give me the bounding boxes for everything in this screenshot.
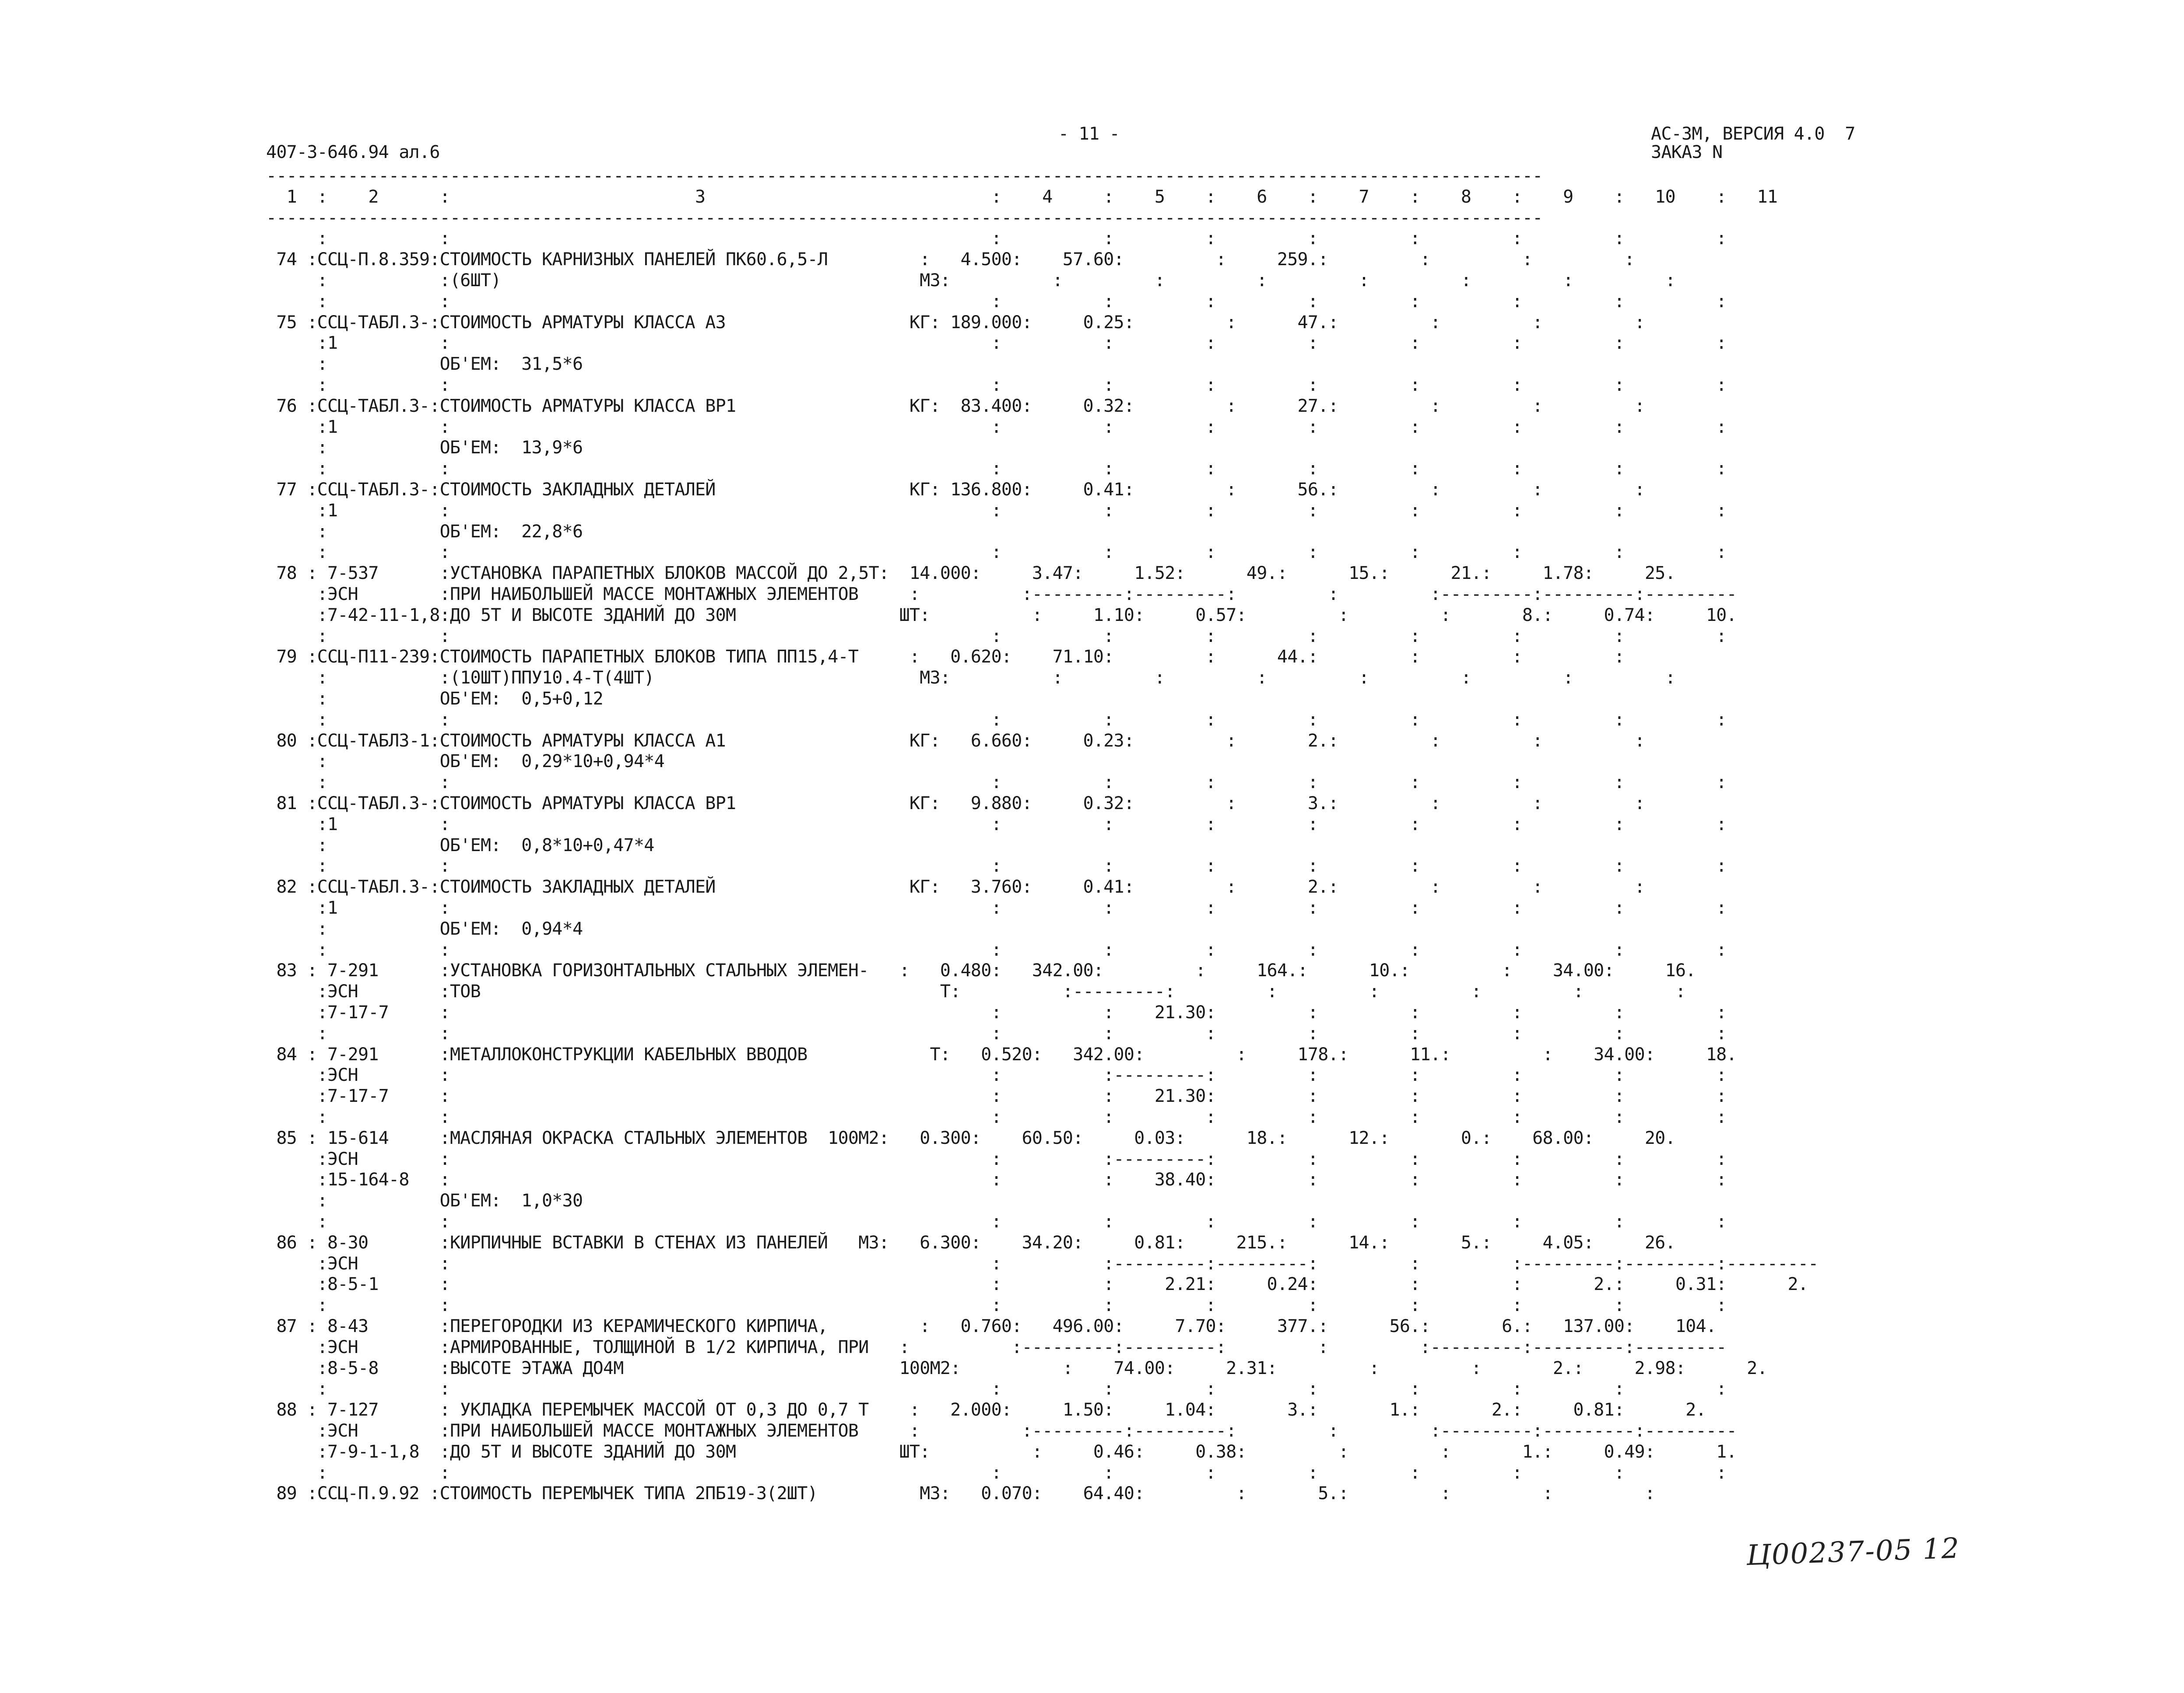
report-line: : : : : : : : : : :: [266, 1295, 1727, 1316]
report-line: : : : : : : : : : :: [266, 291, 1727, 312]
report-line: :7-17-7 : : : 21.30: : : : : :: [266, 1086, 1727, 1107]
report-line: : ОБ'ЕМ: 1,0*30: [266, 1191, 583, 1211]
report-line: : :(6ШТ) М3: : : : : : : :: [266, 270, 1675, 291]
report-line: 87 : 8-43 :ПЕРЕГОРОДКИ ИЗ КЕРАМИЧЕСКОГО КИРПИЧА, : 0.760: 496.00: 7.70: 377.: 56.: 6.: 137.00: 104.: [266, 1316, 1717, 1336]
report-line: : : : : : : : : : :: [266, 709, 1727, 730]
report-line: : ОБ'ЕМ: 0,94*4: [266, 918, 583, 939]
report-line: 86 : 8-30 :КИРПИЧНЫЕ ВСТАВКИ В СТЕНАХ ИЗ ПАНЕЛЕЙ М3: 6.300: 34.20: 0.81: 215.: 14.: 5.: 4.05: 26.: [266, 1232, 1675, 1253]
handwritten-note: Ц00237-05 12: [1745, 1532, 1961, 1572]
report-line: : : : : : : : : : :: [266, 542, 1727, 563]
report-line: 75 :ССЦ-ТАБЛ.3-:СТОИМОСТЬ АРМАТУРЫ КЛАССА А3 КГ: 189.000: 0.25: : 47.: : : :: [266, 312, 1645, 333]
report-line: : : : : : : : : : :: [266, 375, 1727, 395]
report-line: 83 : 7-291 :УСТАНОВКА ГОРИЗОНТАЛЬНЫХ СТАЛЬНЫХ ЭЛЕМЕН- : 0.480: 342.00: : 164.: 10.: : 34.00: 16.: [266, 960, 1696, 981]
report-line: 1 : 2 : 3 : 4 : 5 : 6 : 7 : 8 : 9 : 10 : 11: [266, 186, 1778, 207]
report-line: : : : : : : : : : :: [266, 1212, 1727, 1232]
doc-code: 407-3-646.94 ал.6: [266, 142, 440, 162]
report-line: :1 : : : : : : : : :: [266, 814, 1727, 834]
report-line: :ЭСН :ПРИ НАИБОЛЬШЕЙ МАССЕ МОНТАЖНЫХ ЭЛЕМЕНТОВ : :---------:---------: : :---------:---------:---------: [266, 584, 1737, 604]
report-line: -----------------------------------------------------------------------------------------------------------------------------: [266, 166, 1543, 186]
report-line: 88 : 7-127 : УКЛАДКА ПЕРЕМЫЧЕК МАССОЙ ОТ 0,3 ДО 0,7 Т : 2.000: 1.50: 1.04: 3.: 1.: 2.: 0.81: 2.: [266, 1400, 1706, 1420]
report-line: : ОБ'ЕМ: 0,5+0,12: [266, 689, 603, 709]
report-line: :7-42-11-1,8:ДО 5Т И ВЫСОТЕ ЗДАНИЙ ДО 30М ШТ: : 1.10: 0.57: : : 8.: 0.74: 10.: [266, 605, 1737, 625]
report-line: :1 : : : : : : : : :: [266, 500, 1727, 521]
page-number: - 11 -: [1058, 124, 1120, 144]
report-line: : : : : : : : : : :: [266, 939, 1727, 960]
report-line: 78 : 7-537 :УСТАНОВКА ПАРАПЕТНЫХ БЛОКОВ МАССОЙ ДО 2,5Т: 14.000: 3.47: 1.52: 49.: 15.: 21.: 1.78: 25.: [266, 563, 1675, 584]
report-line: : ОБ'ЕМ: 31,5*6: [266, 354, 583, 375]
report-line: :ЭСН :АРМИРОВАННЫЕ, ТОЛЩИНОЙ В 1/2 КИРПИЧА, ПРИ : :---------:---------: : :---------:---------:---------: [266, 1337, 1727, 1357]
report-line: 82 :ССЦ-ТАБЛ.3-:СТОИМОСТЬ ЗАКЛАДНЫХ ДЕТАЛЕЙ КГ: 3.760: 0.41: : 2.: : : :: [266, 877, 1645, 897]
report-line: :8-5-1 : : : 2.21: 0.24: : : 2.: 0.31: 2.: [266, 1274, 1808, 1295]
report-line: :8-5-8 :ВЫСОТЕ ЭТАЖА ДО4М 100М2: : 74.00: 2.31: : : 2.: 2.98: 2.: [266, 1358, 1767, 1378]
report-line: :1 : : : : : : : : :: [266, 898, 1727, 918]
report-line: : : : : : : : : : :: [266, 626, 1727, 646]
report-line: :1 : : : : : : : : :: [266, 333, 1727, 354]
report-line: -----------------------------------------------------------------------------------------------------------------------------: [266, 207, 1543, 228]
report-line: : : : : : : : : : :: [266, 1462, 1727, 1483]
report-line: 77 :ССЦ-ТАБЛ.3-:СТОИМОСТЬ ЗАКЛАДНЫХ ДЕТАЛЕЙ КГ: 136.800: 0.41: : 56.: : : :: [266, 480, 1645, 500]
program-version: АС-3М, ВЕРСИЯ 4.0 7: [1651, 124, 1855, 144]
report-line: : : : : : : : : : :: [266, 1379, 1727, 1399]
report-line: : : : : : : : : : :: [266, 228, 1727, 249]
report-line: 74 :ССЦ-П.8.359:СТОИМОСТЬ КАРНИЗНЫХ ПАНЕЛЕЙ ПК60.6,5-Л : 4.500: 57.60: : 259.: : : :: [266, 249, 1635, 270]
report-line: 85 : 15-614 :МАСЛЯНАЯ ОКРАСКА СТАЛЬНЫХ ЭЛЕМЕНТОВ 100М2: 0.300: 60.50: 0.03: 18.: 12.: 0.: 68.00: 20.: [266, 1128, 1675, 1148]
report-line: : : : : : : : : : :: [266, 1023, 1727, 1044]
report-line: :7-9-1-1,8 :ДО 5Т И ВЫСОТЕ ЗДАНИЙ ДО 30М ШТ: : 0.46: 0.38: : : 1.: 0.49: 1.: [266, 1441, 1737, 1462]
report-line: : : : : : : : : : :: [266, 459, 1727, 479]
report-line: : : : : : : : : : :: [266, 856, 1727, 876]
report-line: : ОБ'ЕМ: 13,9*6: [266, 438, 583, 458]
report-line: 89 :ССЦ-П.9.92 :СТОИМОСТЬ ПЕРЕМЫЧЕК ТИПА 2ПБ19-3(2ШТ) М3: 0.070: 64.40: : 5.: : : :: [266, 1483, 1655, 1504]
report-line: : :(10ШТ)ППУ10.4-Т(4ШТ) М3: : : : : : : :: [266, 668, 1675, 688]
report-line: 81 :ССЦ-ТАБЛ.3-:СТОИМОСТЬ АРМАТУРЫ КЛАССА ВР1 КГ: 9.880: 0.32: : 3.: : : :: [266, 793, 1645, 813]
report-line: 84 : 7-291 :МЕТАЛЛОКОНСТРУКЦИИ КАБЕЛЬНЫХ ВВОДОВ Т: 0.520: 342.00: : 178.: 11.: : 34.00: 18.: [266, 1044, 1737, 1065]
report-line: 79 :ССЦ-П11-239:СТОИМОСТЬ ПАРАПЕТНЫХ БЛОКОВ ТИПА ПП15,4-Т : 0.620: 71.10: : 44.: : : :: [266, 647, 1625, 667]
report-line: : ОБ'ЕМ: 22,8*6: [266, 521, 583, 542]
report-line: : : : : : : : : : :: [266, 1107, 1727, 1127]
report-line: :ЭСН : : :---------: : : : : :: [266, 1149, 1727, 1169]
report-line: 76 :ССЦ-ТАБЛ.3-:СТОИМОСТЬ АРМАТУРЫ КЛАССА ВР1 КГ: 83.400: 0.32: : 27.: : : :: [266, 396, 1645, 416]
report-line: : ОБ'ЕМ: 0,8*10+0,47*4: [266, 835, 654, 855]
report-line: :1 : : : : : : : : :: [266, 417, 1727, 437]
report-line: 80 :ССЦ-ТАБЛ3-1:СТОИМОСТЬ АРМАТУРЫ КЛАССА А1 КГ: 6.660: 0.23: : 2.: : : :: [266, 730, 1645, 751]
report-line: : : : : : : : : : :: [266, 772, 1727, 793]
report-line: :ЭСН : : :---------:---------: : :---------:---------:---------: [266, 1253, 1819, 1274]
report-line: :ЭСН :ПРИ НАИБОЛЬШЕЙ МАССЕ МОНТАЖНЫХ ЭЛЕМЕНТОВ : :---------:---------: : :---------:---------:---------: [266, 1421, 1737, 1441]
order-label: ЗАКАЗ N: [1651, 142, 1723, 162]
report-line: :15-164-8 : : : 38.40: : : : : :: [266, 1170, 1727, 1190]
report-line: :ЭСН :ТОВ Т: :---------: : : : : :: [266, 981, 1686, 1002]
report-line: : ОБ'ЕМ: 0,29*10+0,94*4: [266, 751, 664, 772]
report-line: :ЭСН : : :---------: : : : : :: [266, 1065, 1727, 1086]
report-line: :7-17-7 : : : 21.30: : : : : :: [266, 1002, 1727, 1023]
